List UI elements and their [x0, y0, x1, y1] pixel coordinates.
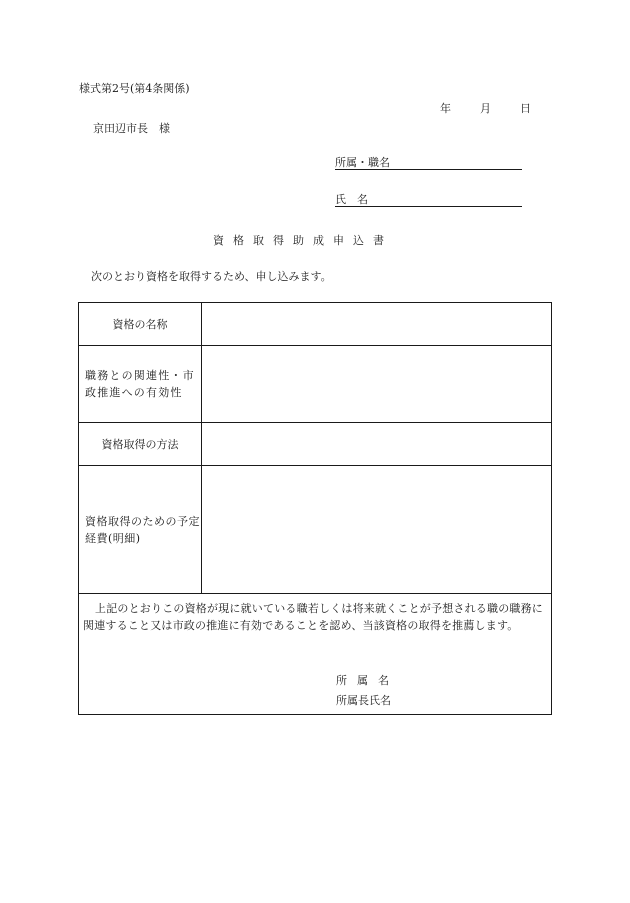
department-label: 所属名 [336, 674, 399, 687]
table-row [79, 594, 552, 715]
relevance-label: 職務との関連性・市政推進への有効性 [79, 346, 202, 423]
date-year-label: 年 [440, 102, 451, 115]
document-title: 資格取得助成申込書 [213, 234, 393, 247]
affiliation-label: 所属・職名 [335, 156, 390, 169]
date-month-label: 月 [480, 102, 491, 115]
planned-expense-label: 資格取得のための予定経費(明細) [79, 466, 202, 594]
table-row [79, 346, 552, 423]
affiliation-field[interactable] [335, 154, 522, 170]
table-row [79, 303, 552, 346]
addressee: 京田辺市長 様 [93, 122, 170, 135]
name-field[interactable] [335, 191, 522, 207]
form-number: 様式第2号(第4条関係) [79, 82, 190, 95]
qualification-name-label: 資格の名称 [79, 303, 202, 346]
qualification-name-field[interactable] [202, 303, 552, 346]
intro-text: 次のとおり資格を取得するため、申し込みます。 [91, 270, 332, 283]
recommendation-text: 上記のとおりこの資格が現に就いている職若しくは将来就くことが予想される職の職務に関連すること又は市政の推進に有効であることを認め、当該資格の取得を推薦します。 [83, 602, 543, 632]
department-head-label: 所属長氏名 [336, 694, 391, 707]
recommendation-section [79, 594, 552, 715]
relevance-field[interactable] [202, 346, 552, 423]
table-row [79, 466, 552, 594]
table-row [79, 423, 552, 466]
acquisition-method-field[interactable] [202, 423, 552, 466]
acquisition-method-label: 資格取得の方法 [79, 423, 202, 466]
date-day-label: 日 [520, 102, 531, 115]
name-label: 氏 名 [335, 193, 368, 206]
planned-expense-field[interactable] [202, 466, 552, 594]
date-line [440, 100, 531, 116]
application-table [78, 302, 552, 715]
